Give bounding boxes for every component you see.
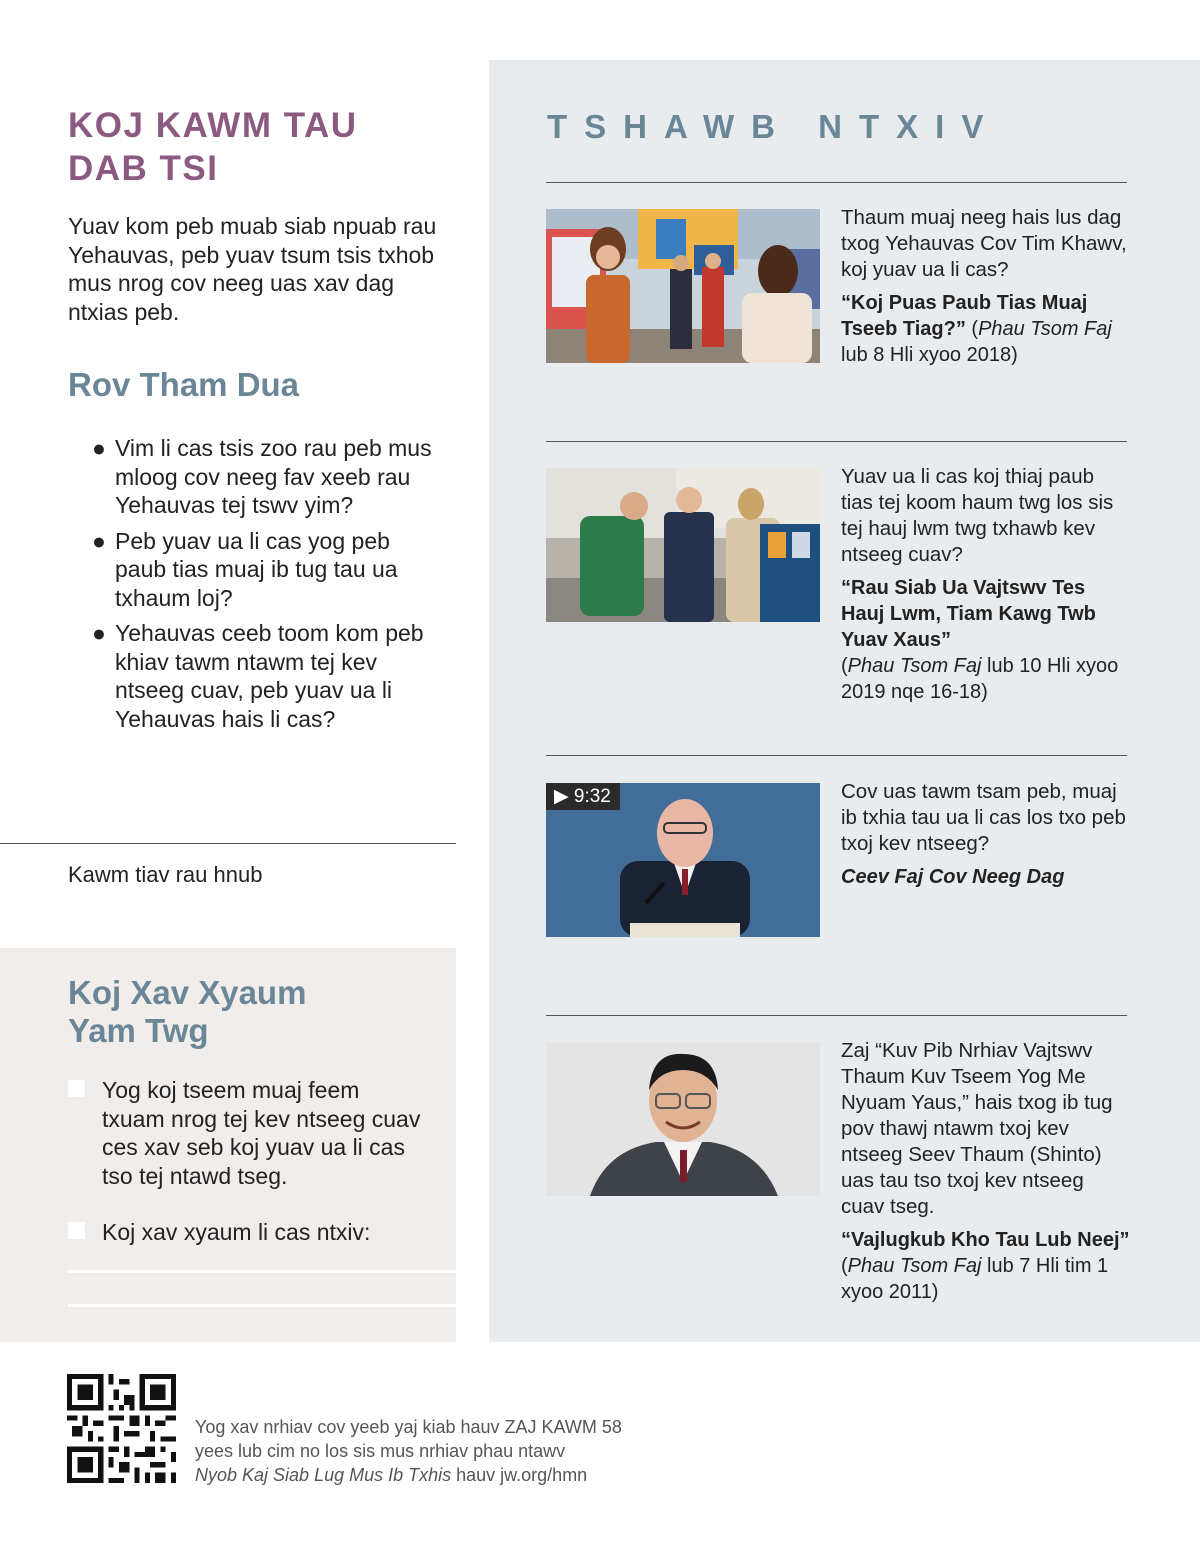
footer-line (195, 1463, 755, 1487)
reference-publication: Phau Tsom Faj (978, 318, 1112, 340)
review-item-text: Vim li cas tsis zoo rau peb mus mloog cov neeg fav xeeb rau Yehauvas tej tswv yim? (115, 435, 432, 518)
checkbox[interactable] (68, 1222, 85, 1239)
illustration (546, 209, 820, 363)
try-this-section (0, 948, 456, 1342)
footer-text (195, 1415, 755, 1487)
video-title: Ceev Faj Cov Neeg Dag (841, 866, 1065, 888)
try-this-heading-line1: Koj Xav Xyaum (68, 974, 307, 1011)
footer-line: yees lub cim no los sis mus nrhiav phau ntawv (195, 1441, 566, 1461)
explore-entry-text (841, 779, 1131, 890)
footer-website-text[interactable]: hauv jw.org/hmn (451, 1465, 588, 1485)
public-witnessing-cart-image[interactable] (546, 468, 820, 622)
summary-text: Yuav kom peb muab siab npuab rau Yehauvas, peb yuav tsum tsis txhob mus nrog cov neeg uas xav dag ntxias peb. (68, 213, 437, 325)
man-portrait-image[interactable] (546, 1042, 820, 1196)
reference-paren: ( (841, 1255, 848, 1277)
reference-title: “Rau Siab Ua Vajtswv Tes Hauj Lwm, Tiam Kawg Twb Yuav Xaus” (841, 577, 1096, 651)
play-icon: ▶ (554, 786, 574, 807)
qr-code-graphic (67, 1374, 176, 1483)
reference-title: “Koj Puas Paub Tias Muaj Tseeb Tiag?” (841, 292, 1088, 340)
reference-details: lub 10 Hli xyoo 2019 nqe 16-18) (841, 655, 1119, 703)
writing-line[interactable] (68, 1304, 456, 1307)
reference-details: lub 7 Hli tim 1 xyoo 2011) (841, 1255, 1109, 1303)
entry-description: Cov uas tawm tsam peb, muaj ib txhia tau ua li cas los txo peb txoj kev ntseeg? (841, 780, 1126, 855)
illustration (546, 1042, 820, 1196)
review-item-text: Yehauvas ceeb toom kom peb khiav tawm ntawm tej kev ntseeg cuav, peb yuav ua li Yehauvas hais li cas? (115, 620, 424, 732)
try-this-heading (68, 974, 428, 1050)
reference-details: lub 8 Hli xyoo 2018) (841, 344, 1018, 366)
apostate-media-crowd-image[interactable] (546, 209, 820, 363)
reference-title: “Vajlugkub Kho Tau Lub Neej” (841, 1229, 1130, 1251)
review-item (92, 619, 432, 733)
illustration (546, 468, 820, 622)
entry-reference[interactable] (841, 575, 1131, 705)
explore-heading: TSHAWB NTXIV (547, 108, 1001, 145)
video-duration-badge (546, 783, 620, 810)
summary-heading-line2: DAB TSI (68, 149, 219, 188)
qr-code-icon[interactable] (67, 1374, 176, 1483)
bullet-icon: ● (92, 527, 106, 554)
explore-panel (489, 60, 1200, 1342)
checklist-item-text: Yog koj tseem muaj feem txuam nrog tej kev ntseeg cuav ces xav seb koj yuav ua li cas tso tej ntawd tseg. (102, 1077, 421, 1189)
summary-heading (68, 104, 448, 190)
writing-line[interactable] (68, 1270, 456, 1273)
checklist-item (68, 1076, 428, 1190)
review-list (92, 434, 432, 740)
entry-description: Thaum muaj neeg hais lus dag txog Yehauvas Cov Tim Khawv, koj yuav ua li cas? (841, 206, 1127, 281)
review-item (92, 527, 432, 613)
footer-book-title: Nyob Kaj Siab Lug Mus Ib Txhis (195, 1465, 452, 1485)
checklist-item (68, 1218, 428, 1247)
review-item-text: Peb yuav ua li cas yog peb paub tias muaj ib tug tau ua txhaum loj? (115, 527, 398, 611)
entry-reference[interactable] (841, 1227, 1131, 1305)
summary-heading-line1: KOJ KAWM TAU (68, 106, 358, 145)
review-item (92, 434, 432, 520)
explore-entry-text (841, 1038, 1131, 1305)
entry-reference[interactable] (841, 290, 1131, 368)
reference-publication: Phau Tsom Faj (847, 655, 982, 677)
speaker-video-image[interactable] (546, 783, 820, 937)
try-this-heading-line2: Yam Twg (68, 1012, 209, 1049)
bullet-icon: ● (92, 620, 106, 646)
video-duration: 9:32 (573, 786, 611, 807)
explore-entry-text (841, 205, 1131, 368)
explore-entry-text (841, 464, 1131, 705)
reference-paren: ( (841, 655, 848, 677)
completion-date-label: Kawm tiav rau hnub (68, 862, 263, 887)
entry-reference[interactable] (841, 864, 1131, 890)
checkbox[interactable] (68, 1080, 85, 1097)
divider (546, 755, 1127, 756)
divider (546, 1015, 1127, 1016)
footer-line: Yog xav nrhiav cov yeeb yaj kiab hauv ZAJ KAWM 58 (195, 1417, 622, 1437)
entry-description: Zaj “Kuv Pib Nrhiav Vajtswv Thaum Kuv Tseem Yog Me Nyuam Yaus,” hais txog ib tug pov thawj ntawm txoj kev ntseeg Seev Thaum (Shinto) uas tau tso txoj kev ntseeg cuav tseg. (841, 1039, 1113, 1218)
review-heading: Rov Tham Dua (68, 366, 300, 403)
divider (0, 843, 456, 844)
divider (546, 182, 1127, 183)
entry-description: Yuav ua li cas koj thiaj paub tias tej koom haum twg los sis tej hauj lwm twg txhawb kev ntseeg cuav? (841, 465, 1114, 566)
checklist-item-text: Koj xav xyaum li cas ntxiv: (102, 1219, 371, 1245)
reference-paren: ( (965, 318, 979, 340)
bullet-icon: ● (92, 435, 106, 461)
reference-publication: Phau Tsom Faj (847, 1255, 982, 1277)
divider (546, 441, 1127, 442)
